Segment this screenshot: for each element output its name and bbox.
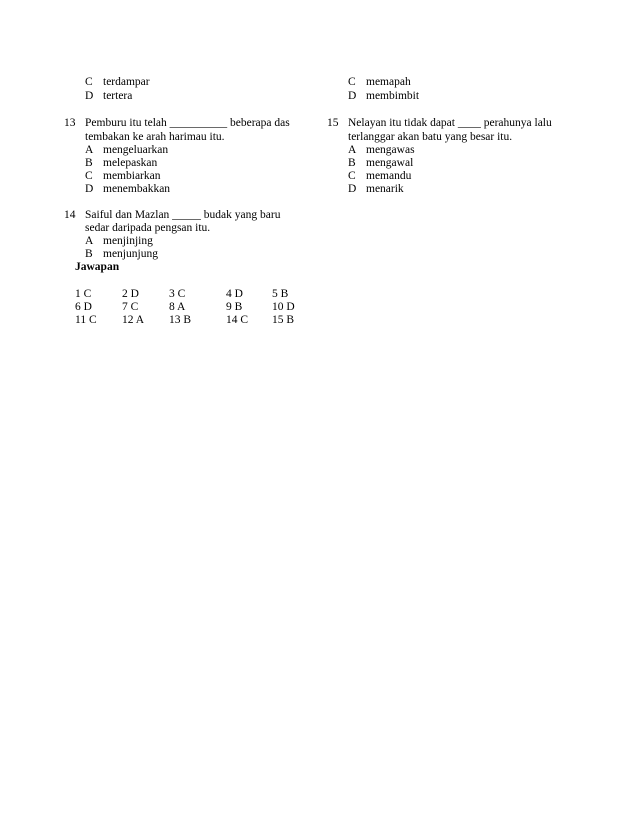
question-14-stem-cont: [85, 221, 210, 235]
answers-heading: Jawapan: [75, 261, 120, 273]
option-line: [348, 89, 419, 103]
answer-cell: 10 D: [272, 301, 295, 313]
question-number: 13: [64, 117, 76, 129]
option-letter: C: [348, 170, 356, 182]
option-letter: C: [85, 76, 93, 88]
option-letter: A: [348, 144, 357, 156]
answer-cell: 11 C: [75, 314, 97, 326]
option-text: melepaskan: [103, 157, 158, 169]
answer-cell: 5 B: [272, 288, 289, 300]
option-text: mengawas: [366, 144, 415, 156]
option-letter: B: [85, 248, 93, 260]
option-text: membimbit: [366, 90, 420, 102]
question-15-stem-cont: [348, 130, 512, 144]
option-line: [348, 182, 404, 196]
option-line: [85, 169, 160, 183]
option-letter: A: [85, 144, 94, 156]
answer-cell: 9 B: [226, 301, 243, 313]
option-text: menjunjung: [103, 248, 158, 260]
option-line: [85, 182, 170, 196]
answer-cell: 14 C: [226, 314, 249, 326]
question-15-stem: [327, 116, 552, 130]
option-line: [348, 169, 411, 183]
question-number: 15: [327, 117, 339, 129]
question-number: 14: [64, 209, 76, 221]
option-text: memandu: [366, 170, 412, 182]
option-line: [85, 75, 150, 89]
option-letter: A: [85, 235, 94, 247]
answer-cell: 2 D: [122, 288, 139, 300]
question-text: sedar daripada pengsan itu.: [85, 222, 211, 234]
option-text: membiarkan: [103, 170, 161, 182]
question-text: Saiful dan Mazlan _____ budak yang baru: [85, 209, 281, 221]
option-line: [85, 247, 158, 261]
option-text: menarik: [366, 183, 404, 195]
answer-cell: 13 B: [169, 314, 192, 326]
option-text: memapah: [366, 76, 411, 88]
answer-cell: 15 B: [272, 314, 295, 326]
answer-cell: 1 C: [75, 288, 92, 300]
question-text: Nelayan itu tidak dapat ____ perahunya lalu: [348, 117, 552, 129]
answer-cell: 12 A: [122, 314, 145, 326]
option-letter: D: [348, 90, 357, 102]
option-line: [85, 234, 153, 248]
option-line: [348, 75, 411, 89]
option-line: [348, 143, 415, 157]
option-text: menjinjing: [103, 235, 153, 247]
option-letter: C: [348, 76, 356, 88]
question-13-stem-cont: [85, 130, 225, 144]
option-text: terdampar: [103, 76, 150, 88]
question-text: Pemburu itu telah __________ beberapa das: [85, 117, 290, 129]
answer-cell: 4 D: [226, 288, 243, 300]
option-text: mengawal: [366, 157, 414, 169]
option-line: [85, 156, 157, 170]
answer-cell: 8 A: [169, 301, 186, 313]
option-letter: D: [85, 183, 94, 195]
option-text: menembakkan: [103, 183, 171, 195]
answer-cell: 3 C: [169, 288, 186, 300]
option-text: mengeluarkan: [103, 144, 169, 156]
answer-cell: 6 D: [75, 301, 92, 313]
option-line: [348, 156, 413, 170]
option-letter: C: [85, 170, 93, 182]
option-letter: B: [85, 157, 93, 169]
option-text: tertera: [103, 90, 133, 102]
option-line: [85, 89, 132, 103]
option-letter: D: [348, 183, 357, 195]
question-14-stem: [64, 208, 280, 222]
option-line: [85, 143, 168, 157]
option-letter: D: [85, 90, 94, 102]
question-13-stem: [64, 116, 290, 130]
option-letter: B: [348, 157, 356, 169]
question-text: tembakan ke arah harimau itu.: [85, 131, 225, 143]
question-text: terlanggar akan batu yang besar itu.: [348, 131, 513, 143]
answer-cell: 7 C: [122, 301, 139, 313]
